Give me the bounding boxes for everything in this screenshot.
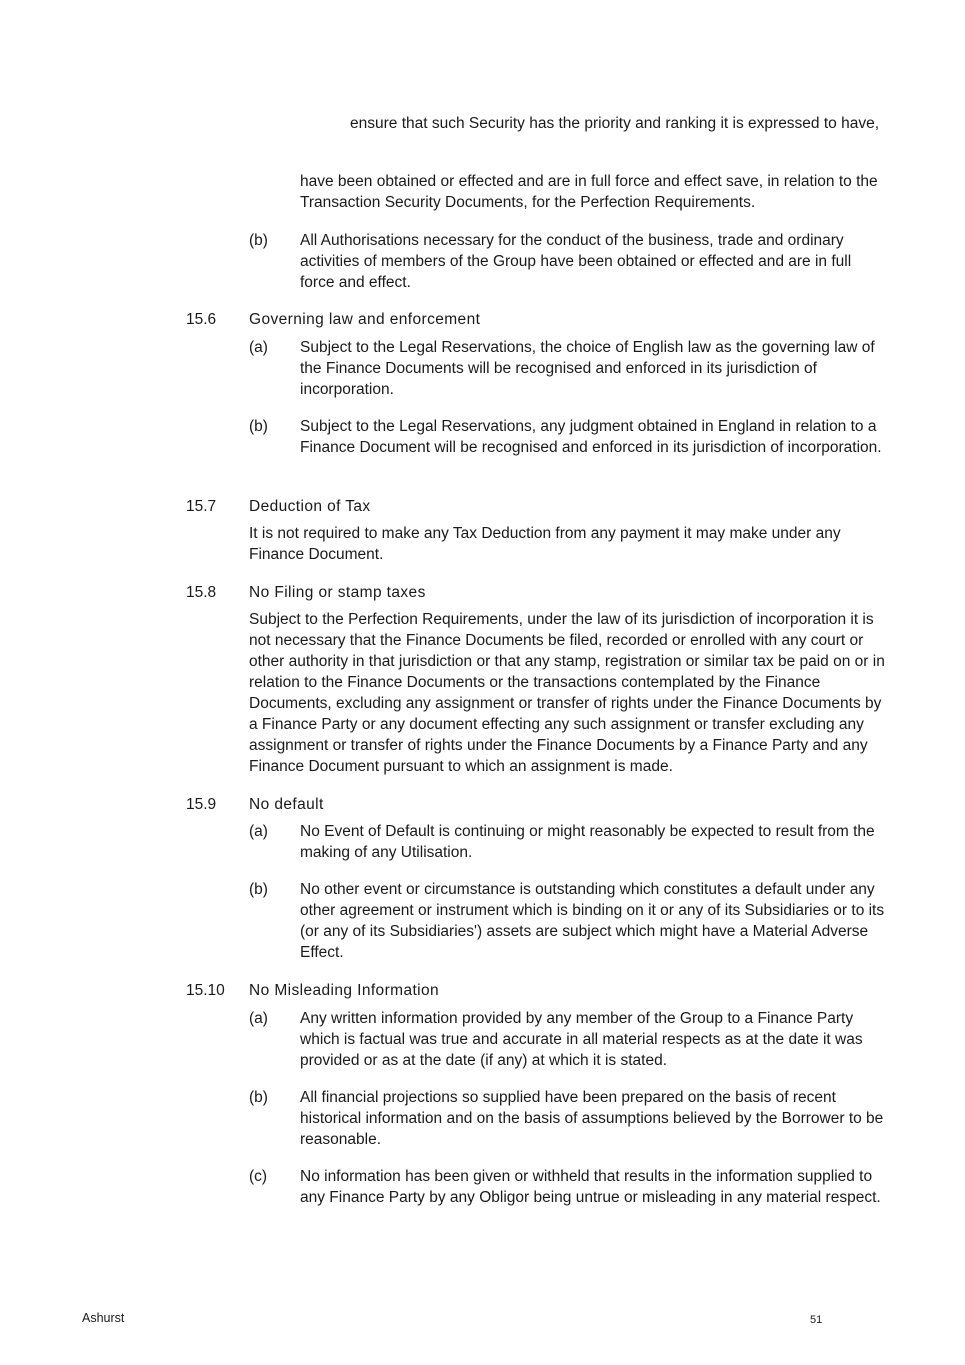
section-heading: No Misleading Information xyxy=(249,982,440,999)
item-label: (b) xyxy=(249,232,268,249)
item-label: (b) xyxy=(249,1089,268,1106)
item-text: No information has been given or withheld that results in the information supplied to any Finance Party by any Obligor being untrue or misleading in any material respect. xyxy=(300,1168,881,1206)
item-text: Any written information provided by any member of the Group to a Finance Party which is factual was true and accurate in all material respects as at the date it was provided or as at the date (if any) at which it is stated. xyxy=(300,1010,863,1069)
section-number: 15.9 xyxy=(186,796,217,813)
item-label: (a) xyxy=(249,823,268,840)
section-heading: Deduction of Tax xyxy=(249,498,371,515)
page-number: 51 xyxy=(810,1314,823,1326)
section-body: Subject to the Perfection Requirements, under the law of its jurisdiction of incorporation it is not necessary that the Finance Documents be filed, recorded or enrolled with any court or other authority in that jurisdiction or that any stamp, registration or similar tax be paid on or in relation to the Finance Documents or the transactions contemplated by the Finance Documents, excluding any assignment or transfer of rights under the Finance Documents by a Finance Party or any document effecting any such assignment or transfer excluding any assignment or transfer of rights under the Finance Documents by a Finance Party and any Finance Document pursuant to which an assignment is made. xyxy=(249,611,885,775)
item-label: (a) xyxy=(249,1010,268,1027)
item-text: No other event or circumstance is outstanding which constitutes a default under any other agreement or instrument which is binding on it or any of its Subsidiaries or to its (or any of its Subsidiaries') assets are subject which might have a Material Adverse Effect. xyxy=(300,881,885,961)
item-text: Subject to the Legal Reservations, any judgment obtained in England in relation to a Finance Document will be recognised and enforced in its jurisdiction of incorporation. xyxy=(300,418,882,456)
section-number: 15.8 xyxy=(186,584,217,601)
continuation-sub-paragraph: ensure that such Security has the priority and ranking it is expressed to have, xyxy=(350,115,880,132)
section-body: It is not required to make any Tax Deduction from any payment it may make under any Finance Document. xyxy=(249,525,841,563)
section-heading: Governing law and enforcement xyxy=(249,311,481,328)
section-heading: No Filing or stamp taxes xyxy=(249,584,426,601)
continuation-paragraph: have been obtained or effected and are in full force and effect save, in relation to the Transaction Security Documents, for the Perfection Requirements. xyxy=(300,173,878,211)
footer-firm-name: Ashurst xyxy=(82,1311,125,1325)
item-text: All financial projections so supplied have been prepared on the basis of recent historical information and on the basis of assumptions believed by the Borrower to be reasonable. xyxy=(300,1089,884,1148)
item-text: No Event of Default is continuing or might reasonably be expected to result from the making of any Utilisation. xyxy=(300,823,875,861)
item-text: Subject to the Legal Reservations, the choice of English law as the governing law of the Finance Documents will be recognised and enforced in its jurisdiction of incorporation. xyxy=(300,339,875,398)
item-label: (b) xyxy=(249,881,268,898)
section-number: 15.6 xyxy=(186,311,217,328)
section-heading: No default xyxy=(249,796,324,813)
item-label: (c) xyxy=(249,1168,268,1185)
item-label: (b) xyxy=(249,418,268,435)
item-label: (a) xyxy=(249,339,268,356)
item-text: All Authorisations necessary for the conduct of the business, trade and ordinary activities of members of the Group have been obtained or effected and are in full force and effect. xyxy=(300,232,852,291)
section-number: 15.10 xyxy=(186,982,225,999)
section-number: 15.7 xyxy=(186,498,217,515)
